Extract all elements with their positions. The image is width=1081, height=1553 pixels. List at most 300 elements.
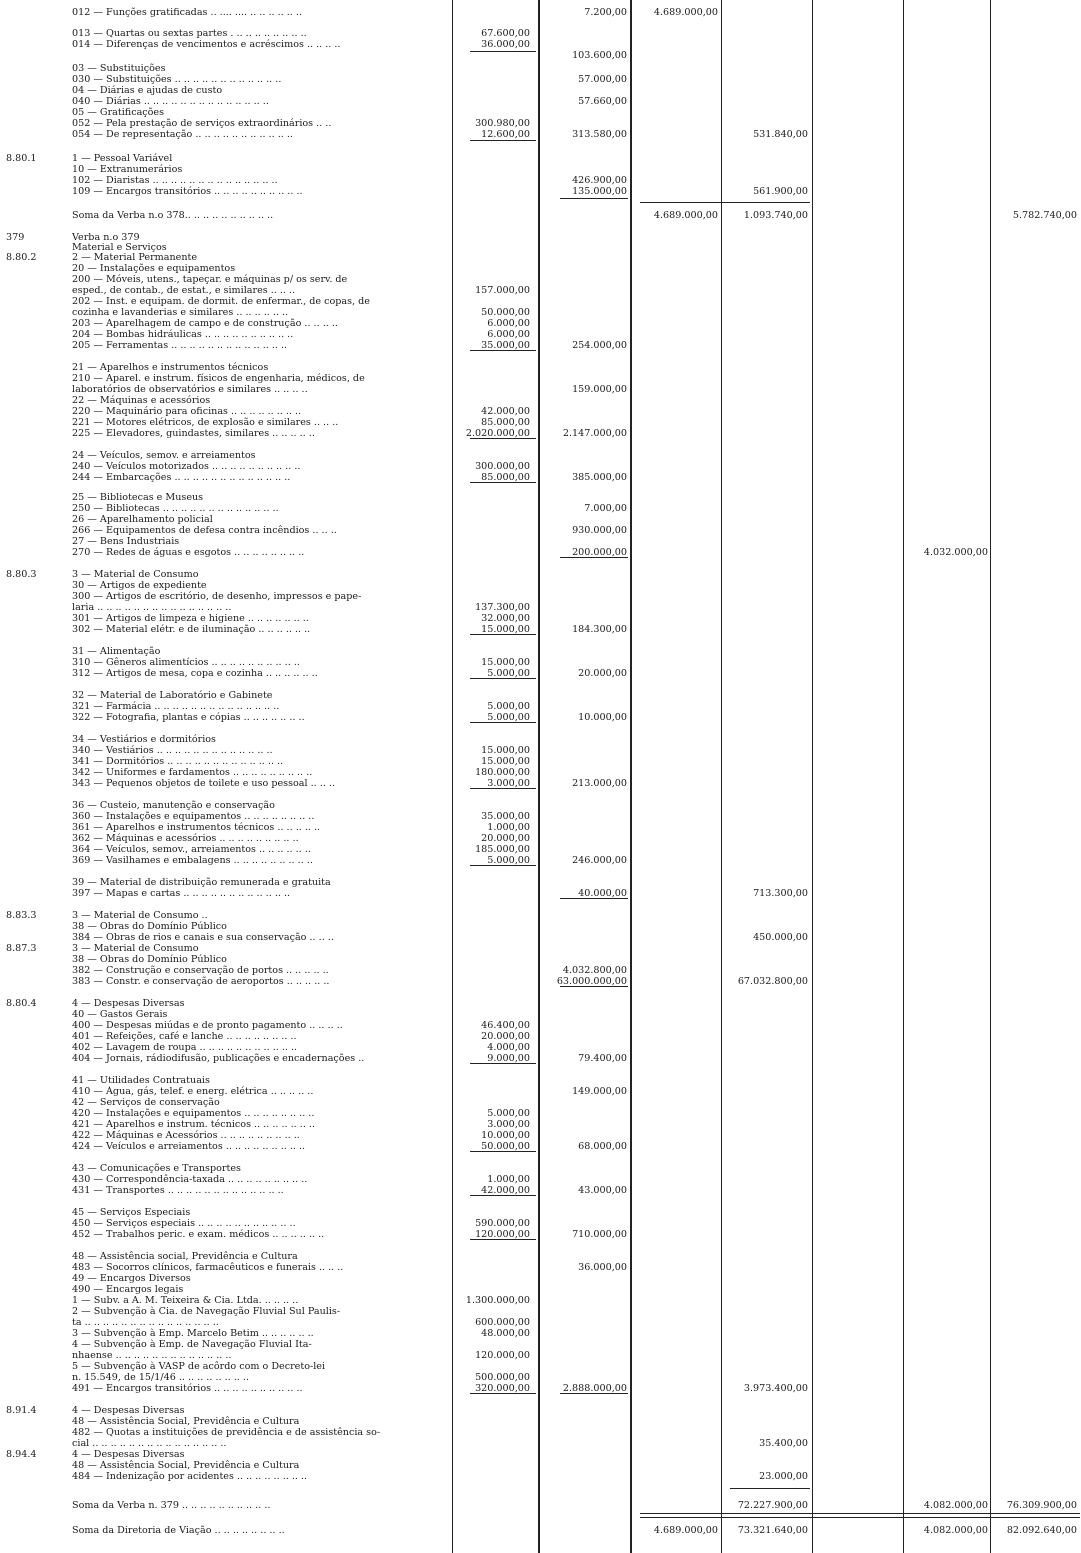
line-description: 360 — Instalações e equipamentos .. .. .. .. .. .. .. .. xyxy=(72,811,315,822)
budget-line xyxy=(0,153,1081,164)
budget-line xyxy=(0,96,1081,107)
line-amount: 149.000,00 xyxy=(572,1086,627,1097)
line-description: cial .. .. .. .. .. .. .. .. .. .. .. .. .. .. .. xyxy=(72,1438,227,1449)
line-description: 397 — Mapas e cartas .. .. .. .. .. .. .. .. .. .. .. .. xyxy=(72,888,291,899)
budget-line xyxy=(0,118,1081,129)
line-amount: 82.092.640,00 xyxy=(1006,1525,1077,1536)
line-description: 39 — Material de distribuição remunerada e gratuita xyxy=(72,877,331,888)
budget-line xyxy=(0,340,1081,351)
budget-line xyxy=(0,1350,1081,1361)
line-amount: 254.000,00 xyxy=(572,340,627,351)
budget-line xyxy=(0,976,1081,987)
budget-line xyxy=(0,186,1081,197)
line-amount: 23.000,00 xyxy=(759,1471,808,1482)
line-amount: 120.000,00 xyxy=(475,1229,530,1240)
line-description: 48 — Assistência Social, Previdência e Cultura xyxy=(72,1460,300,1471)
line-description: 30 — Artigos de expediente xyxy=(72,580,207,591)
line-description: 401 — Refeições, café e lanche .. .. .. .. .. .. .. .. xyxy=(72,1031,297,1042)
budget-line xyxy=(0,1273,1081,1284)
budget-line xyxy=(0,954,1081,965)
line-amount: 7.000,00 xyxy=(584,503,627,514)
budget-line xyxy=(0,329,1081,340)
line-amount: 12.600,00 xyxy=(481,129,530,140)
line-description: 05 — Gratificações xyxy=(72,107,165,118)
budget-line xyxy=(0,384,1081,395)
line-amount: 600.000,00 xyxy=(475,1317,530,1328)
line-amount: 5.000,00 xyxy=(487,1108,530,1119)
line-amount: 2.888.000,00 xyxy=(562,1383,627,1394)
line-description: 404 — Jornais, rádiodifusão, publicações e encadernações .. xyxy=(72,1053,365,1064)
line-amount: 20.000,00 xyxy=(481,833,530,844)
line-amount: 426.900,00 xyxy=(572,175,627,186)
budget-line xyxy=(0,602,1081,613)
line-amount: 713.300,00 xyxy=(753,888,808,899)
line-description: 49 — Encargos Diversos xyxy=(72,1273,191,1284)
budget-line xyxy=(0,1031,1081,1042)
line-amount: 7.200,00 xyxy=(584,7,627,18)
line-description: 382 — Construção e conservação de portos .. .. .. .. .. xyxy=(72,965,329,976)
budget-line xyxy=(0,1163,1081,1174)
budget-line xyxy=(0,1500,1081,1511)
line-description: 3 — Subvenção à Emp. Marcelo Betim .. .. .. .. .. .. xyxy=(72,1328,314,1339)
line-description: 422 — Máquinas e Acessórios .. .. .. .. .. .. .. .. .. xyxy=(72,1130,300,1141)
line-amount: 2.147.000,00 xyxy=(562,428,627,439)
line-description: Soma da Verba n. 379 .. .. .. .. .. .. .. .. .. .. xyxy=(72,1500,271,1511)
budget-line xyxy=(0,1053,1081,1064)
line-amount: 246.000,00 xyxy=(572,855,627,866)
budget-line xyxy=(0,657,1081,668)
line-code: 8.94.4 xyxy=(6,1449,37,1460)
budget-line xyxy=(0,1108,1081,1119)
budget-line xyxy=(0,50,1081,61)
budget-line xyxy=(0,1086,1081,1097)
line-amount: 35.000,00 xyxy=(481,340,530,351)
line-description: 421 — Aparelhos e instrum. técnicos .. .. .. .. .. .. .. xyxy=(72,1119,316,1130)
line-amount: 36.000,00 xyxy=(481,39,530,50)
line-description: 25 — Bibliotecas e Museus xyxy=(72,492,204,503)
line-code: 8.80.1 xyxy=(6,153,37,164)
budget-line xyxy=(0,767,1081,778)
budget-line xyxy=(0,1251,1081,1262)
line-amount: 300.000,00 xyxy=(475,461,530,472)
line-description: 302 — Material elétr. e de iluminação .. .. .. .. .. .. xyxy=(72,624,311,635)
line-description: 24 — Veículos, semov. e arreiamentos xyxy=(72,450,256,461)
line-description: 052 — Pela prestação de serviços extraordinários .. .. xyxy=(72,118,332,129)
budget-line xyxy=(0,1185,1081,1196)
line-description: laria .. .. .. .. .. .. .. .. .. .. .. .. .. .. .. xyxy=(72,602,232,613)
line-amount: 450.000,00 xyxy=(753,932,808,943)
line-amount: 85.000,00 xyxy=(481,472,530,483)
line-amount: 36.000,00 xyxy=(578,1262,627,1273)
line-description: 383 — Constr. e conservação de aeroportos .. .. .. .. .. xyxy=(72,976,330,987)
line-description: 362 — Máquinas e acessórios .. .. .. .. .. .. .. .. .. xyxy=(72,833,299,844)
budget-line xyxy=(0,373,1081,384)
line-amount: 5.000,00 xyxy=(487,712,530,723)
line-description: 36 — Custeio, manutenção e conservação xyxy=(72,800,275,811)
line-description: 2 — Material Permanente xyxy=(72,252,198,263)
line-code: 8.80.4 xyxy=(6,998,37,1009)
budget-line xyxy=(0,591,1081,602)
line-description: 26 — Aparelhamento policial xyxy=(72,514,213,525)
line-amount: 35.000,00 xyxy=(481,811,530,822)
budget-line xyxy=(0,525,1081,536)
line-description: 266 — Equipamentos de defesa contra incêndios .. .. .. xyxy=(72,525,337,536)
budget-line xyxy=(0,7,1081,18)
budget-line xyxy=(0,503,1081,514)
line-description: Verba n.o 379 xyxy=(72,232,140,243)
line-description: 32 — Material de Laboratório e Gabinete xyxy=(72,690,273,701)
line-amount: 15.000,00 xyxy=(481,745,530,756)
line-description: 012 — Funções gratificadas .. .... .... .. .. .. .. .. .. xyxy=(72,7,303,18)
budget-line xyxy=(0,1306,1081,1317)
line-amount: 590.000,00 xyxy=(475,1218,530,1229)
line-description: nhaense .. .. .. .. .. .. .. .. .. .. .. .. .. xyxy=(72,1350,232,1361)
line-amount: 6.000,00 xyxy=(487,318,530,329)
line-description: 450 — Serviços especiais .. .. .. .. .. .. .. .. .. .. .. xyxy=(72,1218,296,1229)
budget-line xyxy=(0,1141,1081,1152)
line-description: 040 — Diárias .. .. .. .. .. .. .. .. .. .. .. .. .. .. xyxy=(72,96,269,107)
line-description: 4 — Despesas Diversas xyxy=(72,998,185,1009)
line-description: 04 — Diárias e ajudas de custo xyxy=(72,85,223,96)
subtotal-rule xyxy=(560,198,628,199)
budget-line xyxy=(0,1284,1081,1295)
line-description: Material e Serviços xyxy=(72,242,167,253)
line-amount: 20.000,00 xyxy=(578,668,627,679)
budget-line xyxy=(0,274,1081,285)
budget-line xyxy=(0,1383,1081,1394)
line-amount: 42.000,00 xyxy=(481,1185,530,1196)
line-description: 483 — Socorros clínicos, farmacêuticos e funerais .. .. .. xyxy=(72,1262,344,1273)
line-amount: 313.580,00 xyxy=(572,129,627,140)
line-description: 1 — Subv. a A. M. Teixeira & Cia. Ltda. .. .. .. .. xyxy=(72,1295,299,1306)
budget-line xyxy=(0,646,1081,657)
line-code: 8.80.3 xyxy=(6,569,37,580)
line-description: 4 — Despesas Diversas xyxy=(72,1449,185,1460)
budget-line xyxy=(0,569,1081,580)
budget-line xyxy=(0,580,1081,591)
line-amount: 300.980,00 xyxy=(475,118,530,129)
line-description: 200 — Móveis, utens., tapeçar. e máquinas p/ os serv. de xyxy=(72,274,348,285)
budget-line xyxy=(0,164,1081,175)
line-amount: 9.000,00 xyxy=(487,1053,530,1064)
subtotal-rule xyxy=(470,140,536,141)
line-description: 41 — Utilidades Contratuais xyxy=(72,1075,210,1086)
line-amount: 561.900,00 xyxy=(753,186,808,197)
budget-line xyxy=(0,1449,1081,1460)
line-amount: 35.400,00 xyxy=(759,1438,808,1449)
line-description: 109 — Encargos transitórios .. .. .. .. .. .. .. .. .. .. xyxy=(72,186,303,197)
budget-line xyxy=(0,844,1081,855)
line-amount: 5.000,00 xyxy=(487,668,530,679)
budget-line xyxy=(0,998,1081,1009)
line-description: 240 — Veículos motorizados .. .. .. .. .. .. .. .. .. .. xyxy=(72,461,301,472)
line-description: 484 — Indenização por acidentes .. .. .. .. .. .. .. .. xyxy=(72,1471,308,1482)
line-description: 48 — Assistência social, Previdência e Cultura xyxy=(72,1251,298,1262)
line-description: Soma da Diretoria de Viação .. .. .. .. .. .. .. .. xyxy=(72,1525,285,1536)
line-amount: 320.000,00 xyxy=(475,1383,530,1394)
line-description: 343 — Pequenos objetos de toilete e uso pessoal .. .. .. xyxy=(72,778,336,789)
budget-line xyxy=(0,74,1081,85)
budget-line xyxy=(0,296,1081,307)
budget-line xyxy=(0,1042,1081,1053)
line-description: 321 — Farmácia .. .. .. .. .. .. .. .. .. .. .. .. .. .. xyxy=(72,701,280,712)
line-description: laboratórios de observatórios e similares .. .. .. .. xyxy=(72,384,308,395)
budget-line xyxy=(0,263,1081,274)
line-description: 054 — De representação .. .. .. .. .. .. .. .. .. .. .. xyxy=(72,129,293,140)
budget-line xyxy=(0,1471,1081,1482)
line-amount: 20.000,00 xyxy=(481,1031,530,1042)
line-amount: 1.000,00 xyxy=(487,1174,530,1185)
line-description: 203 — Aparelhagem de campo e de construção .. .. .. .. xyxy=(72,318,338,329)
total-rule xyxy=(640,1513,1080,1514)
line-description: cozinha e lavanderias e similares .. .. .. .. .. .. xyxy=(72,307,289,318)
line-amount: 50.000,00 xyxy=(481,1141,530,1152)
budget-line xyxy=(0,1207,1081,1218)
budget-line xyxy=(0,965,1081,976)
line-amount: 930.000,00 xyxy=(572,525,627,536)
line-amount: 73.321.640,00 xyxy=(737,1525,808,1536)
line-amount: 184.300,00 xyxy=(572,624,627,635)
subtotal-rule xyxy=(730,1488,810,1489)
budget-line xyxy=(0,1119,1081,1130)
budget-line xyxy=(0,1075,1081,1086)
line-description: 013 — Quartas ou sextas partes . .. .. .. .. .. .. .. .. xyxy=(72,28,307,39)
budget-line xyxy=(0,428,1081,439)
line-amount: 103.600,00 xyxy=(572,50,627,61)
budget-line xyxy=(0,39,1081,50)
total-rule xyxy=(640,1517,1080,1518)
line-description: 420 — Instalações e equipamentos .. .. .. .. .. .. .. .. xyxy=(72,1108,315,1119)
budget-line xyxy=(0,395,1081,406)
budget-line xyxy=(0,1174,1081,1185)
line-description: 270 — Redes de águas e esgotos .. .. .. .. .. .. .. .. xyxy=(72,547,305,558)
line-description: 202 — Inst. e equipam. de dormit. de enfermar., de copas, de xyxy=(72,296,370,307)
line-description: 300 — Artigos de escritório, de desenho, impressos e pape- xyxy=(72,591,362,602)
line-description: 369 — Vasilhames e embalagens .. .. .. .. .. .. .. .. .. xyxy=(72,855,313,866)
line-code: 8.87.3 xyxy=(6,943,37,954)
line-amount: 4.689.000,00 xyxy=(653,7,718,18)
line-amount: 57.000,00 xyxy=(578,74,627,85)
budget-line xyxy=(0,362,1081,373)
budget-line xyxy=(0,417,1081,428)
budget-line xyxy=(0,472,1081,483)
budget-line xyxy=(0,461,1081,472)
line-description: 3 — Material de Consumo xyxy=(72,943,199,954)
budget-line xyxy=(0,811,1081,822)
line-description: 322 — Fotografia, plantas e cópias .. .. .. .. .. .. .. xyxy=(72,712,305,723)
line-description: 5 — Subvenção à VASP de acôrdo com o Decreto-lei xyxy=(72,1361,326,1372)
line-description: 482 — Quotas a instituições de previdência e de assistência so- xyxy=(72,1427,381,1438)
line-description: 2 — Subvenção à Cia. de Navegação Fluvial Sul Paulis- xyxy=(72,1306,341,1317)
line-description: 312 — Artigos de mesa, copa e cozinha .. .. .. .. .. .. xyxy=(72,668,318,679)
line-description: 4 — Despesas Diversas xyxy=(72,1405,185,1416)
line-description: 491 — Encargos transitórios .. .. .. .. .. .. .. .. .. .. xyxy=(72,1383,303,1394)
budget-line xyxy=(0,1525,1081,1536)
line-description: 244 — Embarcações .. .. .. .. .. .. .. .. .. .. .. .. .. xyxy=(72,472,291,483)
line-amount: 2.020.000,00 xyxy=(465,428,530,439)
line-amount: 157.000,00 xyxy=(475,285,530,296)
budget-line xyxy=(0,921,1081,932)
budget-line xyxy=(0,613,1081,624)
budget-line xyxy=(0,1405,1081,1416)
line-amount: 200.000,00 xyxy=(572,547,627,558)
line-description: esped., de contab., de estat., e similares .. .. .. xyxy=(72,285,296,296)
budget-line xyxy=(0,822,1081,833)
line-description: 27 — Bens Industriais xyxy=(72,536,180,547)
line-description: 341 — Dormitórios .. .. .. .. .. .. .. .. .. .. .. .. .. xyxy=(72,756,284,767)
budget-line xyxy=(0,406,1081,417)
budget-line xyxy=(0,932,1081,943)
line-amount: 42.000,00 xyxy=(481,406,530,417)
line-code: 379 xyxy=(6,232,25,243)
budget-line xyxy=(0,712,1081,723)
budget-line xyxy=(0,1372,1081,1383)
line-description: 342 — Uniformes e fardamentos .. .. .. .. .. .. .. .. .. xyxy=(72,767,313,778)
line-description: 102 — Diaristas .. .. .. .. .. .. .. .. .. .. .. .. .. .. xyxy=(72,175,278,186)
line-description: 22 — Máquinas e acessórios xyxy=(72,395,211,406)
budget-line xyxy=(0,285,1081,296)
line-amount: 185.000,00 xyxy=(475,844,530,855)
line-amount: 57.660,00 xyxy=(578,96,627,107)
budget-line xyxy=(0,1317,1081,1328)
budget-line xyxy=(0,210,1081,221)
line-amount: 40.000,00 xyxy=(578,888,627,899)
line-description: Soma da Verba n.o 378.. .. .. .. .. .. .. .. .. .. xyxy=(72,210,274,221)
line-amount: 5.782.740,00 xyxy=(1012,210,1077,221)
budget-line xyxy=(0,624,1081,635)
budget-line xyxy=(0,800,1081,811)
line-amount: 85.000,00 xyxy=(481,417,530,428)
subtotal-rule xyxy=(640,202,810,203)
line-description: 20 — Instalações e equipamentos xyxy=(72,263,236,274)
line-amount: 5.000,00 xyxy=(487,701,530,712)
line-description: 310 — Gêneros alimentícios .. .. .. .. .. .. .. .. .. .. xyxy=(72,657,300,668)
line-description: 34 — Vestiários e dormitórios xyxy=(72,734,216,745)
line-amount: 68.000,00 xyxy=(578,1141,627,1152)
line-description: 410 — Água, gás, telef. e energ. elétrica .. .. .. .. .. xyxy=(72,1086,314,1097)
line-description: 220 — Maquinário para oficinas .. .. .. .. .. .. .. .. xyxy=(72,406,302,417)
budget-line xyxy=(0,85,1081,96)
line-description: 030 — Substituições .. .. .. .. .. .. .. .. .. .. .. .. xyxy=(72,74,282,85)
line-description: 3 — Material de Consumo xyxy=(72,569,199,580)
budget-line xyxy=(0,492,1081,503)
line-amount: 15.000,00 xyxy=(481,657,530,668)
line-amount: 76.309.900,00 xyxy=(1006,1500,1077,1511)
line-amount: 159.000,00 xyxy=(572,384,627,395)
line-description: 21 — Aparelhos e instrumentos técnicos xyxy=(72,362,269,373)
budget-line xyxy=(0,28,1081,39)
line-amount: 135.000,00 xyxy=(572,186,627,197)
line-amount: 5.000,00 xyxy=(487,855,530,866)
line-description: 3 — Material de Consumo .. xyxy=(72,910,208,921)
budget-line xyxy=(0,668,1081,679)
budget-line xyxy=(0,318,1081,329)
budget-line xyxy=(0,1438,1081,1449)
line-code: 8.80.2 xyxy=(6,252,37,263)
budget-line xyxy=(0,107,1081,118)
budget-line xyxy=(0,1262,1081,1273)
line-code: 8.91.4 xyxy=(6,1405,37,1416)
line-amount: 4.032.800,00 xyxy=(562,965,627,976)
budget-line xyxy=(0,63,1081,74)
line-amount: 48.000,00 xyxy=(481,1328,530,1339)
line-description: 361 — Aparelhos e instrumentos técnicos .. .. .. .. .. xyxy=(72,822,321,833)
line-amount: 3.973.400,00 xyxy=(743,1383,808,1394)
budget-line xyxy=(0,778,1081,789)
line-amount: 67.600,00 xyxy=(481,28,530,39)
line-amount: 72.227.900,00 xyxy=(737,1500,808,1511)
line-description: 225 — Elevadores, guindastes, similares .. .. .. .. .. xyxy=(72,428,315,439)
line-amount: 1.300.000,00 xyxy=(465,1295,530,1306)
budget-line xyxy=(0,1328,1081,1339)
budget-line xyxy=(0,745,1081,756)
budget-line xyxy=(0,734,1081,745)
budget-line xyxy=(0,943,1081,954)
line-description: 210 — Aparel. e instrum. físicos de engenharia, médicos, de xyxy=(72,373,365,384)
budget-line xyxy=(0,877,1081,888)
budget-line xyxy=(0,690,1081,701)
line-amount: 4.689.000,00 xyxy=(653,210,718,221)
line-amount: 3.000,00 xyxy=(487,778,530,789)
budget-line xyxy=(0,910,1081,921)
line-description: 221 — Motores elétricos, de explosão e similares .. .. .. xyxy=(72,417,339,428)
line-description: 340 — Vestiários .. .. .. .. .. .. .. .. .. .. .. .. .. xyxy=(72,745,273,756)
budget-line xyxy=(0,1009,1081,1020)
line-amount: 385.000,00 xyxy=(572,472,627,483)
line-amount: 120.000,00 xyxy=(475,1350,530,1361)
line-description: 490 — Encargos legais xyxy=(72,1284,184,1295)
budget-line xyxy=(0,1020,1081,1031)
budget-line xyxy=(0,307,1081,318)
line-description: 31 — Alimentação xyxy=(72,646,161,657)
line-description: 430 — Correspondência-taxada .. .. .. .. .. .. .. .. .. xyxy=(72,1174,308,1185)
line-amount: 15.000,00 xyxy=(481,756,530,767)
line-amount: 4.082.000,00 xyxy=(923,1525,988,1536)
budget-line xyxy=(0,514,1081,525)
budget-line xyxy=(0,1416,1081,1427)
line-amount: 4.000,00 xyxy=(487,1042,530,1053)
line-description: 402 — Lavagem de roupa .. .. .. .. .. .. .. .. .. .. .. xyxy=(72,1042,298,1053)
line-amount: 500.000,00 xyxy=(475,1372,530,1383)
budget-line xyxy=(0,547,1081,558)
line-description: 364 — Veículos, semov., arreiamentos .. .. .. .. .. .. xyxy=(72,844,311,855)
budget-line xyxy=(0,701,1081,712)
line-amount: 710.000,00 xyxy=(572,1229,627,1240)
line-code: 8.83.3 xyxy=(6,910,37,921)
budget-line xyxy=(0,129,1081,140)
budget-line xyxy=(0,1361,1081,1372)
budget-line xyxy=(0,855,1081,866)
budget-line xyxy=(0,175,1081,186)
line-amount: 43.000,00 xyxy=(578,1185,627,1196)
budget-line xyxy=(0,252,1081,263)
line-amount: 4.689.000,00 xyxy=(653,1525,718,1536)
line-description: 384 — Obras de rios e canais e sua conservação .. .. .. xyxy=(72,932,334,943)
budget-line xyxy=(0,1097,1081,1108)
line-amount: 1.093.740,00 xyxy=(743,210,808,221)
line-amount: 50.000,00 xyxy=(481,307,530,318)
line-description: 1 — Pessoal Variável xyxy=(72,153,173,164)
budget-line xyxy=(0,1460,1081,1471)
line-amount: 67.032.800,00 xyxy=(737,976,808,987)
line-description: 4 — Subvenção à Emp. de Navegação Fluvial Ita- xyxy=(72,1339,312,1350)
line-amount: 4.032.000,00 xyxy=(923,547,988,558)
line-description: 45 — Serviços Especiais xyxy=(72,1207,191,1218)
budget-line xyxy=(0,1427,1081,1438)
line-amount: 32.000,00 xyxy=(481,613,530,624)
line-description: 38 — Obras do Domínio Público xyxy=(72,921,227,932)
line-description: 40 — Gastos Gerais xyxy=(72,1009,168,1020)
